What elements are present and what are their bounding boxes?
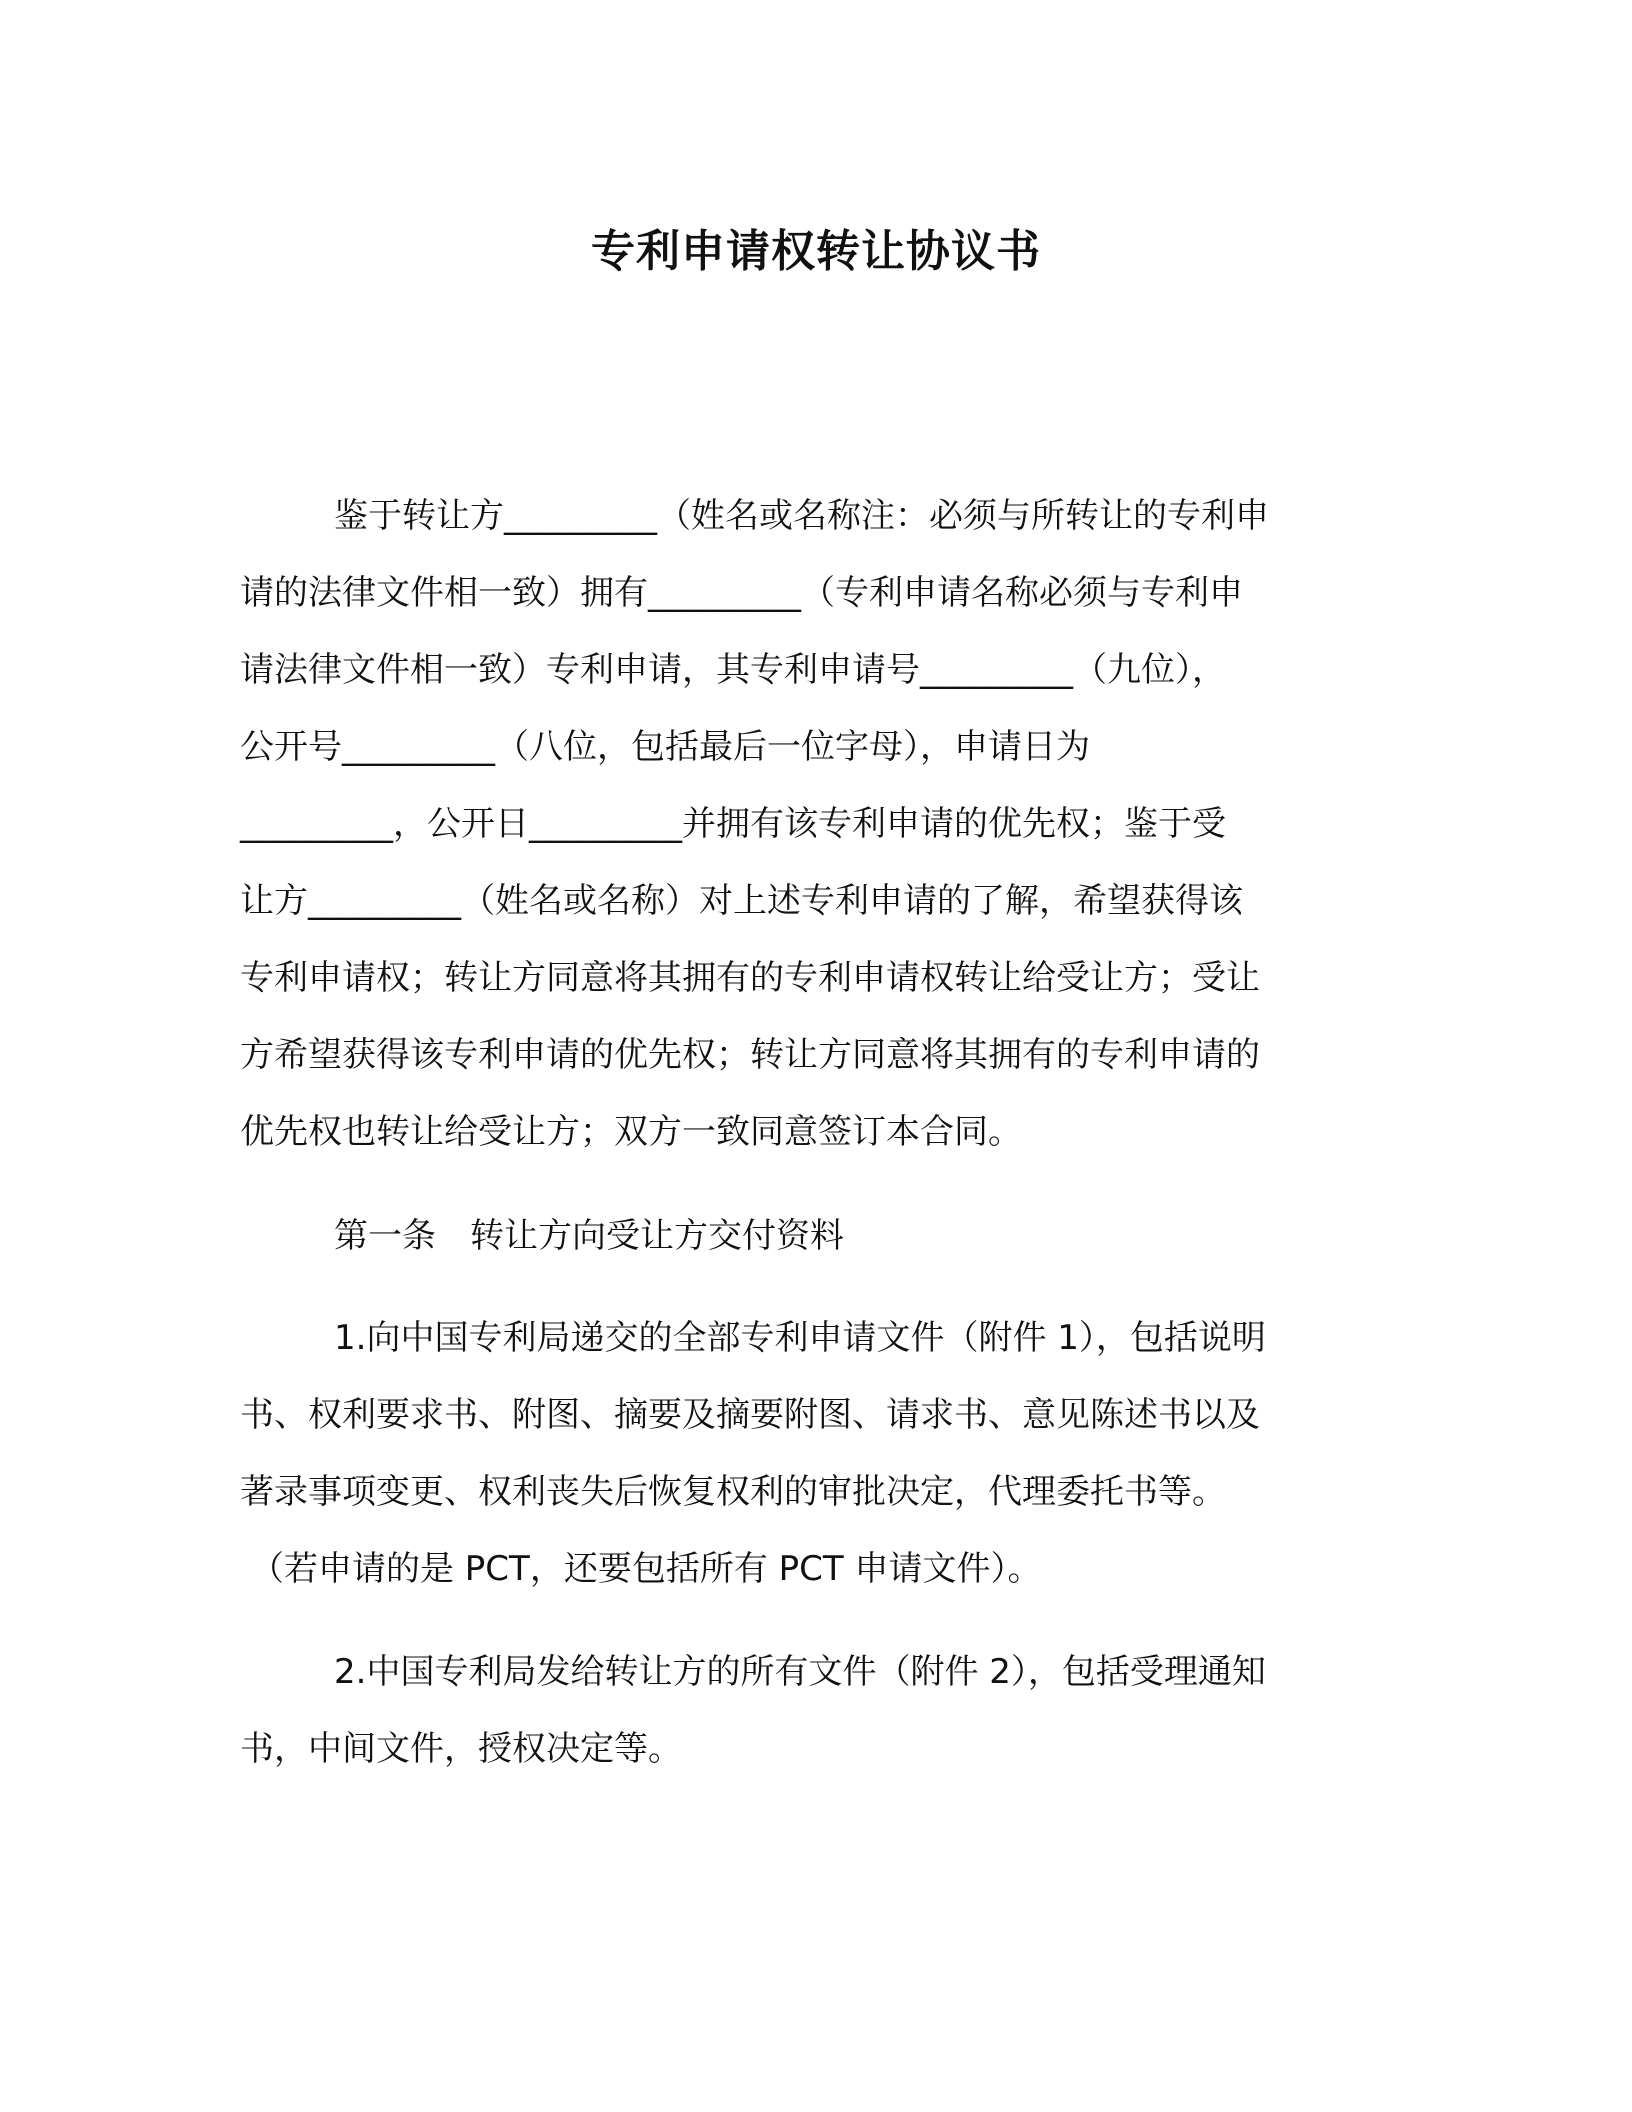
preamble-line-8: 方希望获得该专利申请的优先权；转让方同意将其拥有的专利申请的 xyxy=(240,1035,1260,1075)
document-title: 专利申请权转让协议书 xyxy=(591,226,1041,277)
item-1-line-2: 书、权利要求书、附图、摘要及摘要附图、请求书、意见陈述书以及 xyxy=(240,1395,1260,1435)
preamble-line-3: 请法律文件相一致）专利申请，其专利申请号_________（九位）， xyxy=(240,650,1226,690)
preamble-line-6: 让方_________（姓名或名称）对上述专利申请的了解，希望获得该 xyxy=(240,881,1243,921)
preamble-line-2: 请的法律文件相一致）拥有_________（专利申请名称必须与专利申 xyxy=(240,573,1243,613)
article-1-heading: 第一条 转让方向受让方交付资料 xyxy=(334,1216,844,1256)
item-2-line-1: 2.中国专利局发给转让方的所有文件（附件 2），包括受理通知 xyxy=(334,1652,1266,1692)
item-1-line-4: （若申请的是 PCT，还要包括所有 PCT 申请文件）。 xyxy=(250,1549,1042,1589)
item-2-line-2: 书，中间文件，授权决定等。 xyxy=(240,1729,682,1769)
preamble-line-1: 鉴于转让方_________（姓名或名称注：必须与所转让的专利申 xyxy=(334,496,1269,536)
preamble-line-7: 专利申请权；转让方同意将其拥有的专利申请权转让给受让方；受让 xyxy=(240,958,1260,998)
preamble-line-5: _________，公开日_________并拥有该专利申请的优先权；鉴于受 xyxy=(240,804,1226,844)
item-1-line-1: 1.向中国专利局递交的全部专利申请文件（附件 1），包括说明 xyxy=(334,1318,1266,1358)
preamble-line-9: 优先权也转让给受让方；双方一致同意签订本合同。 xyxy=(240,1112,1022,1152)
item-1-line-3: 著录事项变更、权利丧失后恢复权利的审批决定，代理委托书等。 xyxy=(240,1472,1226,1512)
preamble-line-4: 公开号_________（八位，包括最后一位字母），申请日为 xyxy=(240,727,1090,767)
